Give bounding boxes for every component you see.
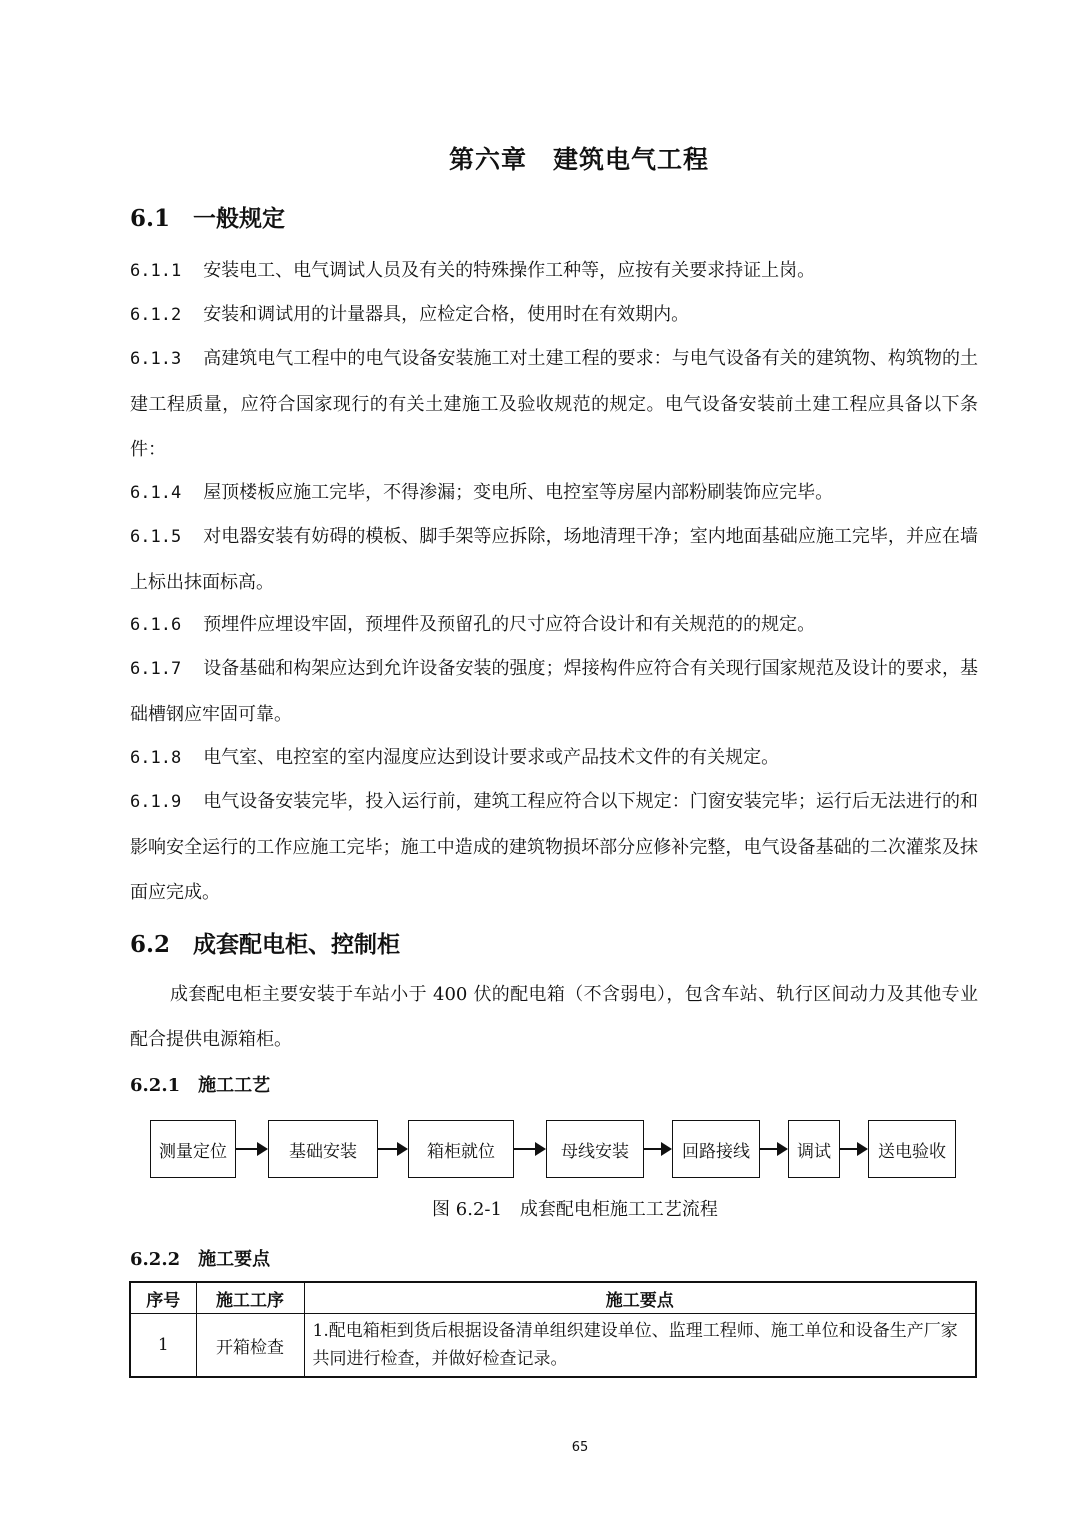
clause-6-1-3 bbox=[130, 336, 978, 472]
clause-text: 安装电工、电气调试人员及有关的特殊操作工种等，应按有关要求持证上岗。 bbox=[203, 260, 816, 281]
cell-seq: 1 bbox=[130, 1314, 196, 1378]
clause-6-1-8 bbox=[130, 735, 978, 781]
flow-arrow bbox=[236, 1148, 266, 1150]
page-number: 65 bbox=[571, 1440, 589, 1455]
flow-arrow bbox=[514, 1148, 544, 1150]
header-points: 施工要点 bbox=[304, 1282, 976, 1314]
chapter-title: 第六章 建筑电气工程 bbox=[448, 145, 709, 174]
flow-step-busbar: 母线安装 bbox=[546, 1120, 644, 1178]
clause-number: 6.1.2 bbox=[130, 305, 182, 325]
clause-text: 电气设备安装完毕，投入运行前，建筑工程应符合以下规定：门窗安装完毕；运行后无法进行的和影响安全运行的工作应施工完毕；施工中造成的建筑物损坏部分应修补完整，电气设备基础的二次灌浆及抹面应完成。 bbox=[130, 791, 978, 903]
construction-points-table bbox=[129, 1281, 977, 1378]
clause-number: 6.1.8 bbox=[130, 748, 182, 768]
clause-text: 安装和调试用的计量器具，应检定合格，使用时在有效期内。 bbox=[203, 304, 690, 325]
cell-process: 开箱检查 bbox=[196, 1314, 304, 1378]
flow-step-energization: 送电验收 bbox=[868, 1120, 956, 1178]
clause-number: 6.1.1 bbox=[130, 261, 182, 281]
clause-text: 预埋件应埋设牢固，预埋件及预留孔的尺寸应符合设计和有关规范的的规定。 bbox=[203, 614, 816, 635]
flow-arrow bbox=[840, 1148, 866, 1150]
section-6-2-title: 6.2 成套配电柜、控制柜 bbox=[130, 931, 401, 958]
flow-arrow bbox=[644, 1148, 670, 1150]
clause-number: 6.1.9 bbox=[130, 792, 182, 812]
header-process: 施工工序 bbox=[196, 1282, 304, 1314]
clause-number: 6.1.3 bbox=[130, 349, 182, 369]
clause-6-1-5 bbox=[130, 514, 978, 605]
clause-6-1-9 bbox=[130, 779, 978, 915]
clause-text: 高建筑电气工程中的电气设备安装施工对土建工程的要求：与电气设备有关的建筑物、构筑物的土建工程质量，应符合国家现行的有关土建施工及验收规范的规定。电气设备安装前土建工程应具备以下条件： bbox=[130, 348, 978, 460]
clause-number: 6.1.5 bbox=[130, 527, 182, 547]
flow-step-foundation: 基础安装 bbox=[268, 1120, 378, 1178]
process-flowchart bbox=[150, 1120, 960, 1180]
flow-arrow bbox=[378, 1148, 406, 1150]
section-6-1-title: 6.1 一般规定 bbox=[130, 205, 286, 232]
table-header-row bbox=[130, 1282, 976, 1314]
clause-6-1-2 bbox=[130, 292, 978, 338]
clause-text: 电气室、电控室的室内湿度应达到设计要求或产品技术文件的有关规定。 bbox=[203, 747, 780, 768]
flow-step-commissioning: 调试 bbox=[788, 1120, 840, 1178]
clause-6-1-6 bbox=[130, 602, 978, 648]
clause-number: 6.1.4 bbox=[130, 483, 182, 503]
figure-caption: 图 6.2-1 成套配电柜施工工艺流程 bbox=[432, 1199, 718, 1220]
flow-arrow bbox=[760, 1148, 786, 1150]
clause-6-1-1 bbox=[130, 248, 978, 294]
clause-text: 屋顶楼板应施工完毕，不得渗漏；变电所、电控室等房屋内部粉刷装饰应完毕。 bbox=[203, 482, 834, 503]
table-row bbox=[130, 1314, 976, 1378]
flow-step-survey: 测量定位 bbox=[150, 1120, 236, 1178]
clause-6-1-7 bbox=[130, 646, 978, 737]
section-6-2-intro: 成套配电柜主要安装于车站小于 400 伏的配电箱（不含弱电），包含车站、轨行区间动力及其他专业配合提供电源箱柜。 bbox=[130, 984, 978, 1050]
flow-step-wiring: 回路接线 bbox=[672, 1120, 760, 1178]
flow-step-cabinet-placement: 箱柜就位 bbox=[408, 1120, 514, 1178]
clause-6-1-4 bbox=[130, 470, 978, 516]
subsection-6-2-1-title: 6.2.1 施工工艺 bbox=[130, 1075, 271, 1096]
cell-points: 1.配电箱柜到货后根据设备清单组织建设单位、监理工程师、施工单位和设备生产厂家共同进行检查，并做好检查记录。 bbox=[304, 1314, 976, 1378]
subsection-6-2-2-title: 6.2.2 施工要点 bbox=[130, 1249, 271, 1270]
clause-text: 设备基础和构架应达到允许设备安装的强度；焊接构件应符合有关现行国家规范及设计的要求，基础槽钢应牢固可靠。 bbox=[130, 658, 978, 725]
clause-number: 6.1.6 bbox=[130, 615, 182, 635]
clause-text: 对电器安装有妨碍的模板、脚手架等应拆除，场地清理干净；室内地面基础应施工完毕，并应在墙上标出抹面标高。 bbox=[130, 526, 978, 593]
clause-number: 6.1.7 bbox=[130, 659, 182, 679]
header-seq: 序号 bbox=[130, 1282, 196, 1314]
